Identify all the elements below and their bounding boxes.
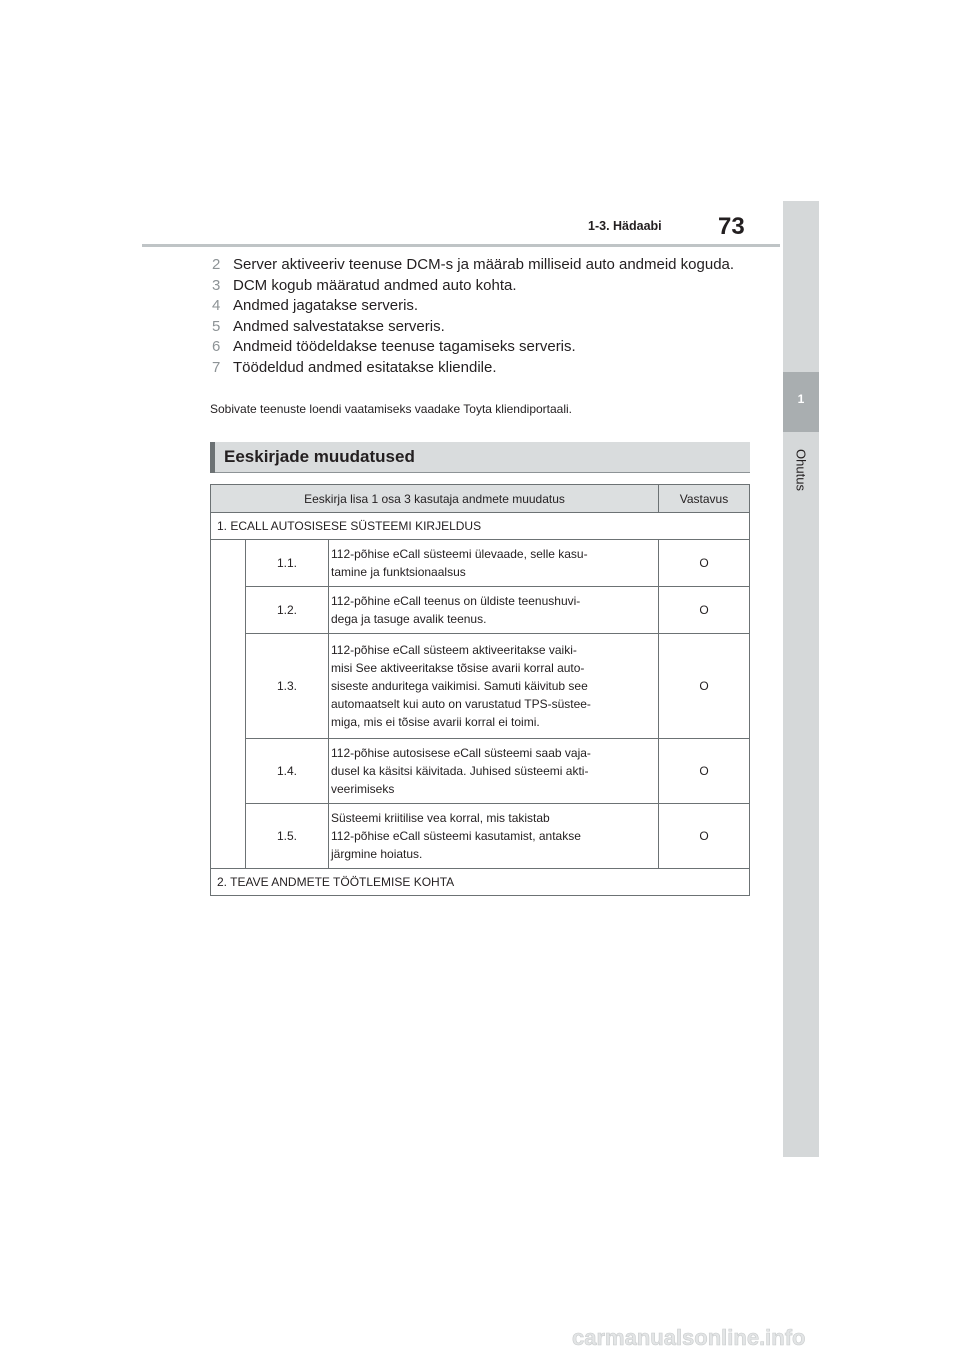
- chapter-side-tab: [783, 201, 819, 1157]
- regulation-table: [210, 484, 750, 896]
- step-text: Andmeid töödeldakse teenuse tagamiseks serveris.: [233, 338, 576, 355]
- svg-text:carmanualsonline.info: carmanualsonline.info: [572, 1327, 806, 1349]
- section-heading: [210, 442, 750, 473]
- row-compliance: O: [659, 540, 750, 587]
- list-item: [212, 317, 752, 338]
- step-number: 4: [212, 297, 221, 314]
- section-title: 1-3. Hädaabi: [588, 219, 662, 233]
- step-text: Andmed jagatakse serveris.: [233, 297, 419, 314]
- row-compliance: O: [659, 739, 750, 804]
- group-title: 1. ECALL AUTOSISESE SÜSTEEMI KIRJELDUS: [211, 513, 750, 540]
- row-compliance: O: [659, 587, 750, 634]
- list-item: [212, 276, 752, 297]
- step-text: Andmed salvestatakse serveris.: [233, 317, 445, 335]
- step-number: 3: [212, 276, 221, 294]
- table-row: [211, 739, 750, 804]
- step-text: Server aktiveeriv teenuse DCM-s ja määrab milliseid auto andmeid koguda.: [233, 256, 735, 273]
- step-number: 7: [212, 358, 221, 376]
- row-number: 1.2.: [246, 587, 329, 634]
- row-description: 112-põhise autosisese eCall süsteemi saab vaja- dusel ka käsitsi käivitada. Juhised süsteemi akti- veerimiseks: [329, 739, 659, 804]
- step-number: 6: [212, 338, 221, 355]
- table-row: [211, 540, 750, 587]
- page-number: 73: [718, 213, 745, 240]
- chapter-label: Ohutus: [793, 449, 809, 491]
- chapter-number: 1: [797, 392, 805, 406]
- row-number: 1.5.: [246, 804, 329, 869]
- step-text: DCM kogub määratud andmed auto kohta.: [233, 276, 517, 294]
- row-number: 1.4.: [246, 739, 329, 804]
- row-number: 1.3.: [246, 634, 329, 739]
- table-header-change: Eeskirja lisa 1 osa 3 kasutaja andmete muudatus: [211, 485, 659, 513]
- section-heading-text: Eeskirjade muudatused: [224, 447, 415, 466]
- row-compliance: O: [659, 634, 750, 739]
- list-item: [212, 255, 752, 276]
- step-text: Töödeldud andmed esitatakse kliendile.: [233, 358, 497, 376]
- step-number: 5: [212, 317, 221, 335]
- row-compliance: O: [659, 804, 750, 869]
- list-item: [212, 337, 752, 358]
- step-number: 2: [212, 256, 221, 273]
- portal-note: Sobivate teenuste loendi vaatamiseks vaadake Toyta kliendiportaali.: [210, 402, 573, 416]
- table-header-row: [211, 485, 750, 513]
- heading-accent-bar: [210, 442, 215, 473]
- indent-cell: [211, 540, 246, 869]
- table-header-compliance: Vastavus: [659, 485, 750, 513]
- table-group-row: [211, 513, 750, 540]
- header-divider: [142, 244, 780, 247]
- row-description: 112-põhise eCall süsteem aktiveeritakse vaiki- misi See aktiveeritakse tõsise avarii korral auto- siseste anduritega vaikimisi. Samuti käivitub see automaatselt kui auto on varustatud TPS-süstee- miga, mis ei tõsise avarii korral ei toimi.: [329, 634, 659, 739]
- table-row: [211, 804, 750, 869]
- watermark-logo: [570, 1327, 925, 1349]
- row-number: 1.1.: [246, 540, 329, 587]
- table-row: [211, 634, 750, 739]
- list-item: [212, 358, 752, 379]
- row-description: 112-põhine eCall teenus on üldiste teenushuvi- dega ja tasuge avalik teenus.: [329, 587, 659, 634]
- row-description: 112-põhise eCall süsteemi ülevaade, selle kasu- tamine ja funktsionaalsus: [329, 540, 659, 587]
- step-list: [212, 255, 752, 378]
- table-row: [211, 587, 750, 634]
- row-description: Süsteemi kriitilise vea korral, mis takistab 112-põhise eCall süsteemi kasutamist, antakse järgmine hoiatus.: [329, 804, 659, 869]
- table-group-row: [211, 869, 750, 896]
- list-item: [212, 296, 752, 317]
- group-title: 2. TEAVE ANDMETE TÖÖTLEMISE KOHTA: [211, 869, 750, 896]
